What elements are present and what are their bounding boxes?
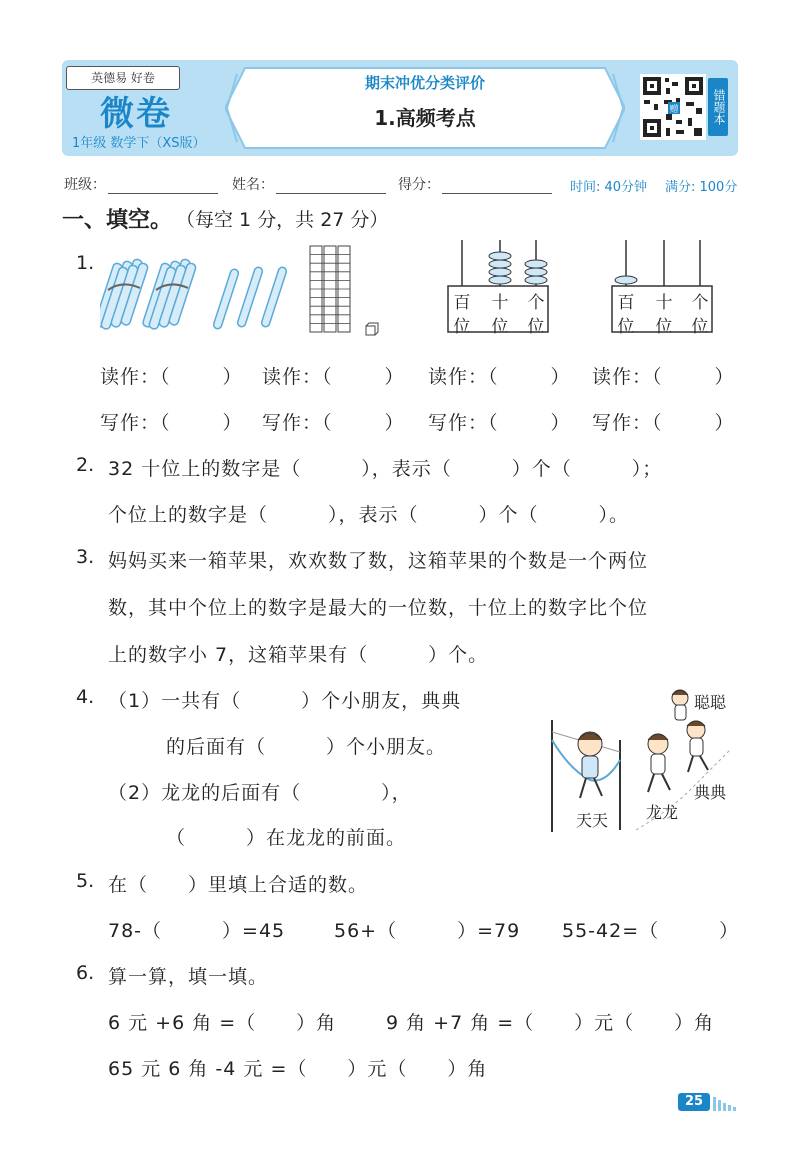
runner-diandian-icon [687,721,708,772]
q6-equation-3[interactable]: 65 元 6 角 -4 元 =（ ）元（ ）角 [108,1058,488,1080]
abacus2-wei-label: 位 [655,317,673,337]
q2-line-1[interactable]: 32 十位上的数字是（ ），表示（ ）个（ ）； [108,458,663,480]
full-score: 满分: 100分 [665,180,738,195]
q1-read-4[interactable]: 读作：（ ） [592,366,735,388]
q2-line-2[interactable]: 个位上的数字是（ ），表示（ ）个（ ）。 [108,504,630,526]
mistake-book-label: 错题本 [708,78,728,136]
grade-label: 1年级 数学下（XS版） [72,136,206,151]
q1-write-1[interactable]: 写作：（ ） [100,412,243,434]
unit-title: 1.高频考点 [374,106,476,130]
runner-congcong-icon [672,690,688,720]
section-title: 一、填空。 [62,208,173,233]
q3-line-2: 数，其中个位上的数字是最大的一位数，十位上的数字比个位 [108,597,649,619]
q2-number: 2. [76,454,95,476]
q5-equation-1[interactable]: 78-（ ）=45 [108,920,286,942]
section-note: （每空 1 分，共 27 分） [176,209,389,231]
abacus1-wei-label: 位 [491,317,509,337]
q4-line-2[interactable]: 的后面有（ ）个小朋友。 [166,736,447,758]
class-field[interactable]: 班级： [64,174,218,194]
q6-number: 6. [76,962,95,984]
q1-read-2[interactable]: 读作：（ ） [262,366,405,388]
q1-number: 1. [76,252,95,274]
page-bars-icon [712,1093,740,1111]
abacus2-wei-label: 位 [617,317,635,337]
q4-line-3[interactable]: （2）龙龙的后面有（ ）， [108,782,412,804]
abacus1-wei-label: 位 [453,317,471,337]
q5-number: 5. [76,870,95,892]
name-congcong: 聪聪 [694,693,727,712]
q6-equation-2[interactable]: 9 角 +7 角 =（ ）元（ ）角 [386,1012,715,1034]
score-field[interactable]: 得分： [398,174,552,194]
q4-number: 4. [76,686,95,708]
brand-tag: 英德易 好卷 [66,66,180,90]
qr-badge: 赠 [669,105,679,115]
name-field[interactable]: 姓名： [232,174,386,194]
abacus2-wei-label: 位 [691,317,709,337]
q6-instruction: 算一算，填一填。 [108,966,269,988]
abacus2-tens-label: 十 [655,293,673,313]
page-number: 25 [678,1093,710,1111]
sticks-and-cubes-illustration [100,240,390,340]
q3-line-3[interactable]: 上的数字小 7，这箱苹果有（ ）个。 [108,644,489,666]
q1-read-1[interactable]: 读作：（ ） [100,366,243,388]
abacus1-ones-label: 个 [527,293,545,313]
q1-read-3[interactable]: 读作：（ ） [428,366,571,388]
qr-code-icon[interactable] [640,74,706,140]
q4-line-1[interactable]: （1）一共有（ ）个小朋友，典典 [108,690,462,712]
q4-line-4[interactable]: （ ）在龙龙的前面。 [166,827,407,849]
runner-tiantian-icon [578,732,602,798]
q5-equation-2[interactable]: 56+（ ）=79 [334,920,521,942]
q5-equation-3[interactable]: 55-42=（ ） [562,920,740,942]
abacus1-tens-label: 十 [491,293,509,313]
q5-instruction: 在（ ）里填上合适的数。 [108,874,369,896]
name-tiantian: 天天 [576,811,609,830]
q1-write-2[interactable]: 写作：（ ） [262,412,405,434]
q6-equation-1[interactable]: 6 元 +6 角 =（ ）角 [108,1012,337,1034]
brand-name: 微卷 [100,94,172,134]
time-limit: 时间: 40分钟 [570,180,648,195]
q3-line-1: 妈妈买来一箱苹果，欢欢数了数，这箱苹果的个数是一个两位 [108,550,649,572]
q1-write-3[interactable]: 写作：（ ） [428,412,571,434]
abacus2-ones-label: 个 [691,293,709,313]
q3-number: 3. [76,546,95,568]
exam-name: 期末冲优分类评价 [364,74,485,92]
abacus1-wei-label: 位 [527,317,545,337]
q1-write-4[interactable]: 写作：（ ） [592,412,735,434]
runner-longlong-icon [648,734,670,792]
name-diandian: 典典 [694,783,727,802]
abacus2-hundreds-label: 百 [617,293,635,313]
abacus1-hundreds-label: 百 [453,293,471,313]
name-longlong: 龙龙 [646,803,679,822]
